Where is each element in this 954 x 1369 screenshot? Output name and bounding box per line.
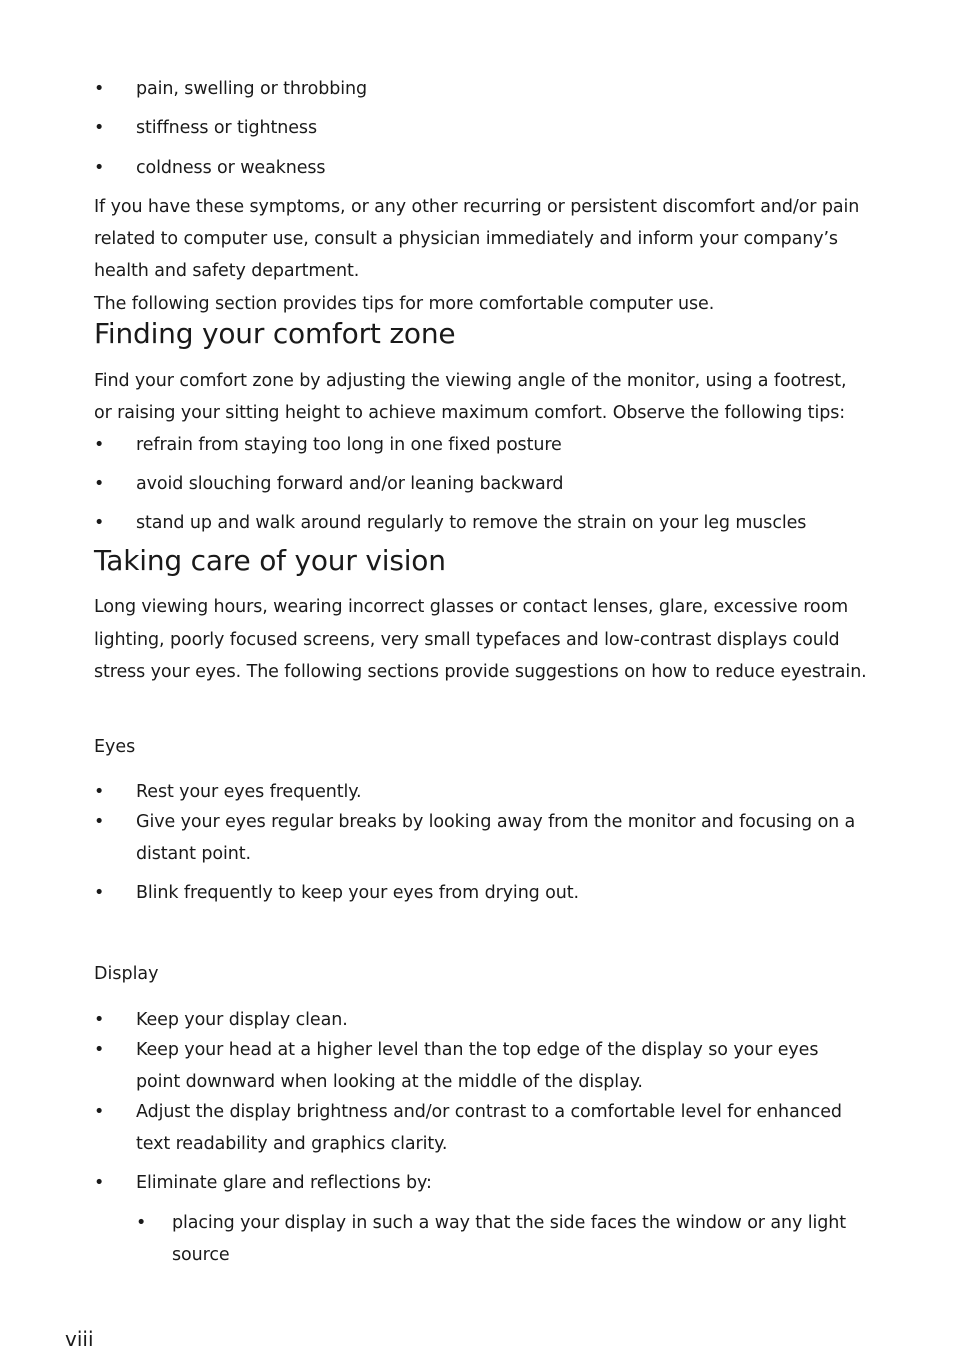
paragraph-line: Long viewing hours, wearing incorrect glasses or contact lenses, glare, excessive room [94, 597, 849, 617]
paragraph-line: stress your eyes. The following sections provide suggestions on how to reduce eyestrain. [94, 662, 867, 682]
bullet-marker: • [94, 435, 105, 455]
intro-followup: The following section provides tips for more comfortable computer use. [94, 294, 715, 314]
bullet-marker: • [94, 782, 105, 802]
list-item: Adjust the display brightness and/or contrast to a comfortable level for enhanced [136, 1102, 842, 1122]
list-item: placing your display in such a way that the side faces the window or any light [172, 1213, 846, 1233]
bullet-marker: • [94, 883, 105, 903]
list-item-continuation: text readability and graphics clarity. [136, 1134, 448, 1154]
list-item: Rest your eyes frequently. [136, 782, 362, 802]
list-item: Blink frequently to keep your eyes from drying out. [136, 883, 579, 903]
bullet-marker: • [94, 1173, 105, 1193]
list-item: coldness or weakness [136, 158, 326, 178]
list-item-continuation: point downward when looking at the middle of the display. [136, 1072, 643, 1092]
list-item: Keep your head at a higher level than the top edge of the display so your eyes [136, 1040, 819, 1060]
list-item: refrain from staying too long in one fixed posture [136, 435, 562, 455]
bullet-marker: • [94, 1102, 105, 1122]
list-item-continuation: distant point. [136, 844, 251, 864]
vision-heading: Taking care of your vision [94, 544, 446, 577]
bullet-marker: • [94, 812, 105, 832]
paragraph-line: related to computer use, consult a physician immediately and inform your company’s [94, 229, 838, 249]
page-number: viii [65, 1327, 94, 1351]
bullet-marker: • [94, 1010, 105, 1030]
bullet-marker: • [94, 1040, 105, 1060]
list-item: pain, swelling or throbbing [136, 79, 367, 99]
paragraph-line: or raising your sitting height to achieve maximum comfort. Observe the following tips: [94, 403, 846, 423]
list-item-continuation: source [172, 1245, 230, 1265]
list-item: avoid slouching forward and/or leaning backward [136, 474, 564, 494]
paragraph-line: Find your comfort zone by adjusting the viewing angle of the monitor, using a footrest, [94, 371, 847, 391]
list-item: stiffness or tightness [136, 118, 317, 138]
list-item: Eliminate glare and reflections by: [136, 1173, 432, 1193]
paragraph-line: health and safety department. [94, 261, 360, 281]
bullet-marker: • [94, 79, 105, 99]
paragraph-line: If you have these symptoms, or any other recurring or persistent discomfort and/or pain [94, 197, 860, 217]
bullet-marker: • [136, 1213, 147, 1233]
list-item: stand up and walk around regularly to remove the strain on your leg muscles [136, 513, 807, 533]
paragraph-line: lighting, poorly focused screens, very small typefaces and low-contrast displays could [94, 630, 840, 650]
list-item: Give your eyes regular breaks by looking away from the monitor and focusing on a [136, 812, 856, 832]
bullet-marker: • [94, 513, 105, 533]
comfort-heading: Finding your comfort zone [94, 317, 456, 350]
display-heading: Display [94, 964, 159, 984]
bullet-marker: • [94, 118, 105, 138]
eyes-heading: Eyes [94, 737, 136, 757]
bullet-marker: • [94, 474, 105, 494]
list-item: Keep your display clean. [136, 1010, 348, 1030]
bullet-marker: • [94, 158, 105, 178]
